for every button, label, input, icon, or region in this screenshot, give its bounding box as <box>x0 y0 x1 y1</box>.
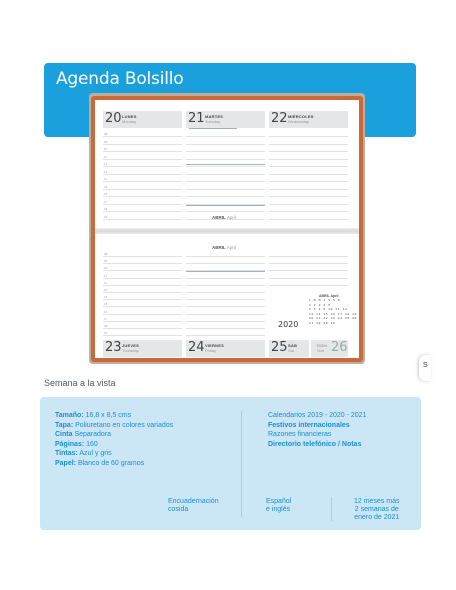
mini-calendar-row: 27 28 29 30 <box>309 322 336 325</box>
day-name-en: Sat <box>288 348 295 353</box>
agenda-fold <box>95 228 359 234</box>
hour-label: 09 <box>104 259 108 264</box>
divider <box>186 271 265 272</box>
ruled-line <box>269 151 348 152</box>
ruled-line <box>186 159 265 160</box>
feature-item: Calendarios 2019 - 2020 - 2021 <box>268 412 367 419</box>
ruled-line <box>103 299 182 300</box>
day-name-en: Tuesday <box>205 119 221 124</box>
ruled-line <box>103 174 182 175</box>
ruled-line <box>269 196 348 197</box>
ruled-line <box>186 151 265 152</box>
hour-label: 14 <box>104 177 108 181</box>
ruled-line <box>103 204 182 205</box>
day-name-en: Sun <box>317 348 325 353</box>
divider <box>186 205 265 206</box>
spec-value: Azul y gris <box>77 450 112 457</box>
ruled-line <box>103 219 182 220</box>
hour-label: 12 <box>104 162 108 166</box>
hour-label: 11 <box>104 273 108 278</box>
month-label-top <box>212 215 236 220</box>
language-line: e inglés <box>266 506 291 513</box>
ruled-line <box>186 196 265 197</box>
year-label: 2020 <box>278 320 299 329</box>
day-number: 25 <box>271 340 288 355</box>
hour-label: 19 <box>104 214 108 219</box>
month-name: ABRIL <box>212 215 227 220</box>
ruled-line <box>103 328 182 329</box>
spec-value: Blanco de 60 gramos <box>76 459 145 467</box>
ruled-line <box>186 174 265 175</box>
hour-label: 16 <box>104 309 108 314</box>
ruled-line <box>186 321 265 322</box>
page-title: Agenda Bolsillo <box>56 69 184 89</box>
hour-label: 12 <box>104 280 108 285</box>
mini-calendar-row: 6 7 8 9 10 11 12 <box>309 308 348 312</box>
ruled-line <box>269 189 348 190</box>
hour-label: 15 <box>104 184 108 189</box>
mini-calendar-row: 20 21 22 23 24 25 26 <box>309 317 358 321</box>
spec-value: Separadora <box>72 431 112 438</box>
spec-item <box>55 421 173 430</box>
spec-item <box>55 440 98 449</box>
divider <box>186 164 265 165</box>
day-name-en: Wednesday <box>288 119 310 124</box>
ruled-line <box>269 159 348 160</box>
divider <box>331 497 332 521</box>
ruled-line <box>103 181 182 182</box>
ruled-line <box>186 278 265 279</box>
ruled-line <box>103 278 182 279</box>
divider <box>241 411 242 517</box>
mini-calendar-row: L M M J V S D <box>309 299 341 302</box>
ruled-line <box>269 166 348 167</box>
feature-item: Directorio telefónico / Notas <box>268 440 362 448</box>
spec-key: Páginas: <box>55 440 85 448</box>
spec-value: 160 <box>84 440 98 448</box>
day-number: 23 <box>105 340 122 355</box>
day-number: 24 <box>188 340 205 355</box>
ruled-line <box>269 256 348 257</box>
months-line: 2 semanas de <box>354 506 399 513</box>
ruled-line <box>103 189 182 190</box>
day-name: SÁB <box>288 343 298 348</box>
ruled-line <box>103 335 182 336</box>
hour-label: 11 <box>104 154 108 159</box>
spec-key: Tapa: <box>55 421 74 429</box>
ruled-line <box>269 270 348 271</box>
hour-label: 18 <box>104 324 108 328</box>
ruled-line <box>186 314 265 315</box>
spec-item <box>55 459 144 468</box>
hour-label: 09 <box>104 139 108 144</box>
ruled-line <box>186 144 265 145</box>
ruled-line <box>103 306 182 307</box>
ruled-line <box>269 174 348 175</box>
ruled-line <box>269 144 348 145</box>
ruled-line <box>186 211 265 212</box>
day-name: DOM <box>317 343 327 348</box>
ruled-line <box>103 196 182 197</box>
spec-key: Papel: <box>55 459 77 467</box>
mini-calendar-row: 1 2 3 4 5 <box>309 303 331 307</box>
day-name: MARTES <box>205 114 224 119</box>
day-name-en: Monday <box>122 119 137 124</box>
day-name: LUNES <box>122 114 137 119</box>
hour-label: 13 <box>104 169 108 174</box>
hour-label: 16 <box>104 192 108 196</box>
hour-label: 14 <box>104 295 108 300</box>
ruled-line <box>103 136 182 137</box>
ruled-line <box>186 181 265 182</box>
months-line: 12 meses más <box>354 498 400 505</box>
divider <box>189 128 237 129</box>
next-page-tab[interactable] <box>419 355 431 381</box>
hour-label: 10 <box>104 147 108 151</box>
hour-label: 18 <box>104 207 108 211</box>
spec-key: Tintas: <box>55 450 78 457</box>
binding-line: cosida <box>168 506 189 513</box>
ruled-line <box>186 335 265 336</box>
ruled-line <box>103 256 182 257</box>
day-name: JUEVES <box>122 343 139 348</box>
ruled-line <box>186 299 265 300</box>
ruled-line <box>186 328 265 329</box>
spec-item <box>55 411 131 420</box>
ruled-line <box>269 285 348 286</box>
ruled-line <box>269 278 348 279</box>
hour-label: 15 <box>104 302 108 307</box>
mini-calendar-title: ABRIL April <box>319 294 339 298</box>
hour-label: 13 <box>104 288 108 292</box>
day-number: 20 <box>105 111 122 126</box>
ruled-line <box>186 189 265 190</box>
ruled-line <box>269 181 348 182</box>
feature-item: Razones financieras <box>268 431 332 438</box>
ruled-line <box>186 306 265 307</box>
spec-value: Poliuretano en colores variados <box>73 421 174 429</box>
section-label: Semana a la vista <box>44 378 116 388</box>
ruled-line <box>103 270 182 271</box>
day-number: 22 <box>271 111 288 126</box>
hour-label: 17 <box>104 316 108 321</box>
spec-item <box>55 430 111 439</box>
month-label-bottom <box>212 245 236 250</box>
language-info <box>266 498 291 514</box>
ruled-line <box>186 166 265 167</box>
day-number: 21 <box>188 111 205 126</box>
hour-label: 08 <box>104 252 108 256</box>
spec-item <box>55 449 112 458</box>
ruled-line <box>186 136 265 137</box>
ruled-line <box>103 144 182 145</box>
ruled-line <box>186 256 265 257</box>
spec-key: Cinta <box>55 431 73 438</box>
month-name-en: April <box>226 215 236 220</box>
day-name-en: Thursday <box>122 348 139 353</box>
day-name: MIÉRCOLES <box>288 114 314 119</box>
spec-key: Tamaño: <box>55 412 84 419</box>
mini-calendar-row: 13 14 15 16 17 18 19 <box>309 312 358 316</box>
ruled-line <box>103 151 182 152</box>
ruled-line <box>103 285 182 286</box>
hour-label: 19 <box>104 331 108 336</box>
hour-label: 08 <box>104 132 108 136</box>
day-name: VIERNES <box>205 343 224 348</box>
ruled-line <box>269 136 348 137</box>
ruled-line <box>103 166 182 167</box>
ruled-line <box>103 321 182 322</box>
spec-value: 16,8 x 8,5 cms <box>83 412 132 419</box>
next-page-tab-label: S <box>423 362 428 369</box>
months-info <box>354 498 400 522</box>
month-name: ABRIL <box>212 245 227 250</box>
language-line: Español <box>266 498 292 505</box>
ruled-line <box>103 292 182 293</box>
ruled-line <box>269 219 348 220</box>
ruled-line <box>186 292 265 293</box>
feature-item: Festivos internacionales <box>268 421 350 429</box>
months-line: enero de 2021 <box>354 514 400 521</box>
ruled-line <box>186 285 265 286</box>
hour-label: 10 <box>104 266 108 271</box>
ruled-line <box>103 263 182 264</box>
day-number: 26 <box>331 340 348 355</box>
ruled-line <box>103 211 182 212</box>
ruled-line <box>103 159 182 160</box>
ruled-line <box>269 211 348 212</box>
specs-panel <box>40 397 421 530</box>
binding-line: Encuadernación <box>168 498 219 505</box>
ruled-line <box>269 263 348 264</box>
ruled-line <box>103 314 182 315</box>
day-name-en: Friday <box>205 348 217 353</box>
ruled-line <box>269 204 348 205</box>
month-name-en: April <box>226 245 236 250</box>
ruled-line <box>186 263 265 264</box>
binding-info <box>168 498 219 514</box>
hour-label: 17 <box>104 199 108 204</box>
